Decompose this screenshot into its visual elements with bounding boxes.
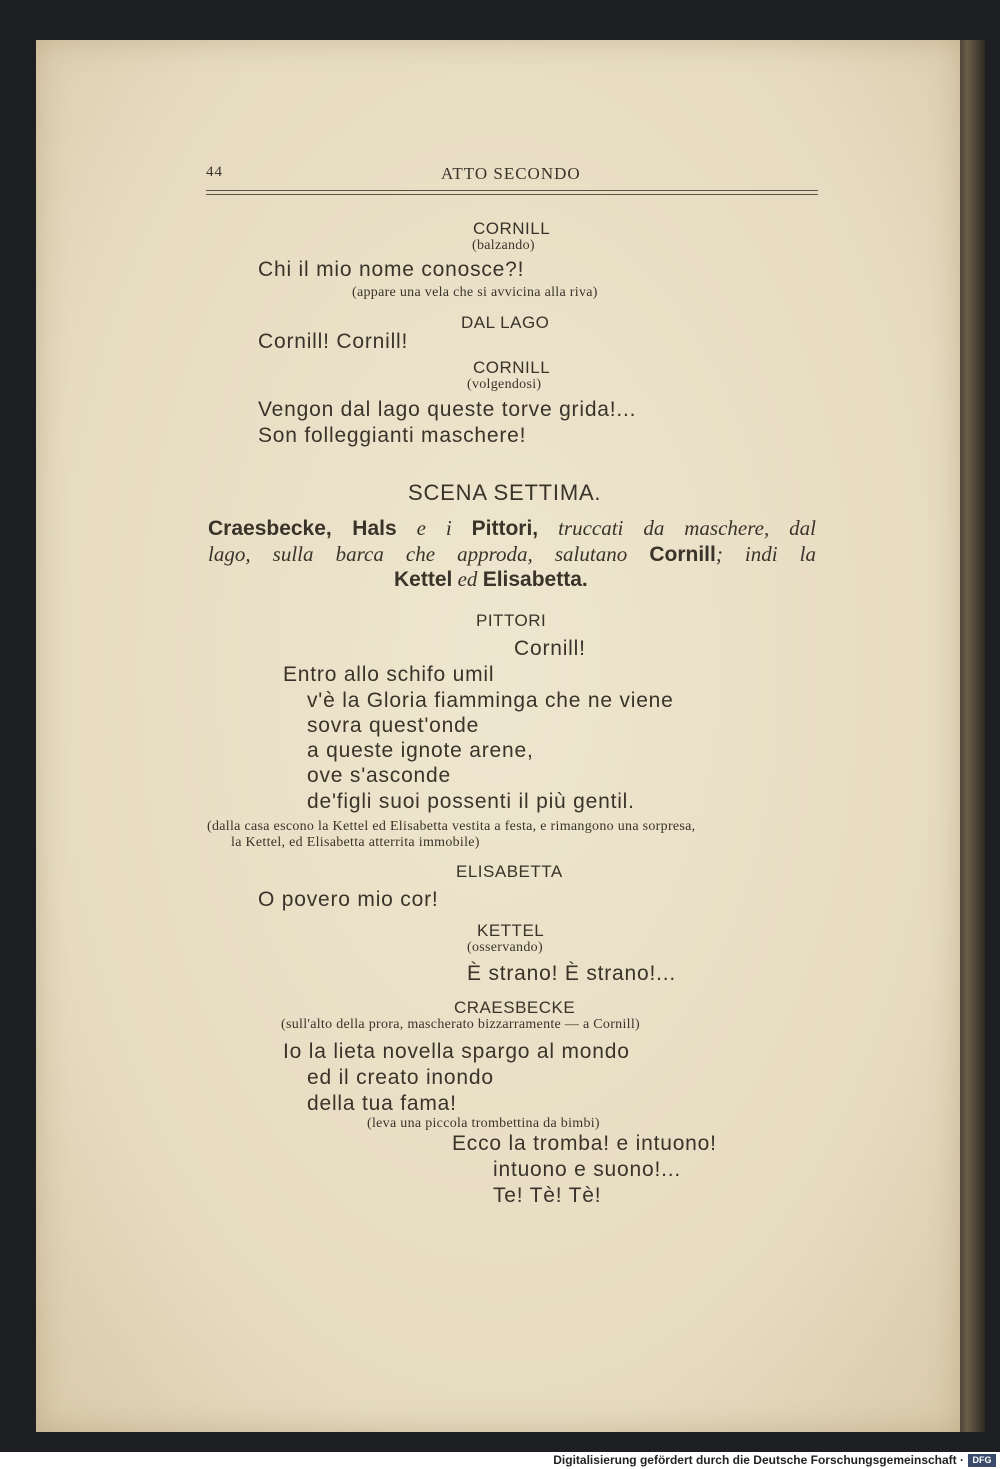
speaker-craesbecke: CRAESBECKE	[454, 998, 576, 1017]
cast-text: truccati da maschere, dal	[538, 516, 816, 540]
speaker-kettel: KETTEL	[477, 921, 545, 940]
funding-credit: Digitalisierung gefördert durch die Deutsche Forschungsgemeinschaft ·	[553, 1453, 964, 1467]
speaker-cornill: CORNILL	[473, 358, 551, 377]
cast-name: Kettel	[394, 568, 453, 591]
speaker-cornill: CORNILL	[473, 219, 551, 238]
header-rule	[206, 190, 818, 191]
cast-line	[208, 542, 816, 567]
cast-line	[394, 567, 588, 592]
cast-text: lago, sulla barca che approda, salutano	[208, 542, 650, 566]
cast-line	[208, 516, 816, 541]
stage-direction: (leva una piccola trombettina da bimbi)	[367, 1116, 600, 1131]
verse-line: sovra quest'onde	[307, 714, 480, 737]
stage-direction: la Kettel, ed Elisabetta atterrita immobile)	[231, 835, 480, 850]
verse-line: ove s'asconde	[307, 764, 451, 787]
cast-name: Pittori,	[471, 517, 539, 540]
stage-direction: (balzando)	[472, 238, 535, 253]
verse-line: intuono e suono!...	[493, 1158, 681, 1181]
cast-name: Craesbecke, Hals	[208, 517, 397, 540]
verse-line: de'figli suoi possenti il più gentil.	[307, 790, 635, 813]
stage-direction: (volgendosi)	[467, 377, 542, 392]
speaker-pittori: PITTORI	[476, 611, 547, 630]
verse-line: Son folleggianti maschere!	[258, 424, 527, 447]
book-page	[36, 40, 960, 1432]
header-rule	[206, 194, 818, 195]
digitization-footer	[0, 1452, 1000, 1469]
verse-line: v'è la Gloria fiamminga che ne viene	[307, 689, 674, 712]
verse-line: Cornill! Cornill!	[258, 330, 409, 353]
stage-direction: (appare una vela che si avvicina alla riva)	[352, 285, 598, 300]
cast-name: Cornill	[649, 543, 716, 566]
stage-direction: (osservando)	[467, 940, 543, 955]
cast-name: Elisabetta.	[482, 568, 588, 591]
verse-line: Cornill!	[514, 637, 586, 660]
verse-line: della tua fama!	[307, 1092, 457, 1115]
stage-direction: (sull'alto della prora, mascherato bizzarramente — a Cornill)	[281, 1017, 641, 1032]
verse-line: Entro allo schifo umil	[283, 663, 495, 686]
stage-direction: (dalla casa escono la Kettel ed Elisabetta vestita a festa, e rimangono una sorpresa,	[207, 819, 696, 834]
running-title: ATTO SECONDO	[441, 164, 581, 183]
dfg-logo-icon: DFG	[968, 1454, 996, 1467]
scene-title: SCENA SETTIMA.	[408, 480, 602, 505]
page-number: 44	[206, 164, 223, 180]
verse-line: È strano! È strano!...	[467, 962, 677, 985]
cast-text: e i	[396, 516, 472, 540]
verse-line: Ecco la tromba! e intuono!	[452, 1132, 717, 1155]
speaker-dal-lago: DAL LAGO	[461, 313, 550, 332]
verse-line: O povero mio cor!	[258, 888, 439, 911]
speaker-elisabetta: ELISABETTA	[456, 862, 563, 881]
verse-line: Io la lieta novella spargo al mondo	[283, 1040, 630, 1063]
verse-line: Chi il mio nome conosce?!	[258, 258, 525, 281]
cast-text: ed	[452, 567, 483, 591]
verse-line: ed il creato inondo	[307, 1066, 494, 1089]
verse-line: Te! Tè! Tè!	[493, 1184, 602, 1207]
verse-line: a queste ignote arene,	[307, 739, 534, 762]
cast-text: ; indi la	[715, 542, 817, 566]
verse-line: Vengon dal lago queste torve grida!...	[258, 398, 637, 421]
